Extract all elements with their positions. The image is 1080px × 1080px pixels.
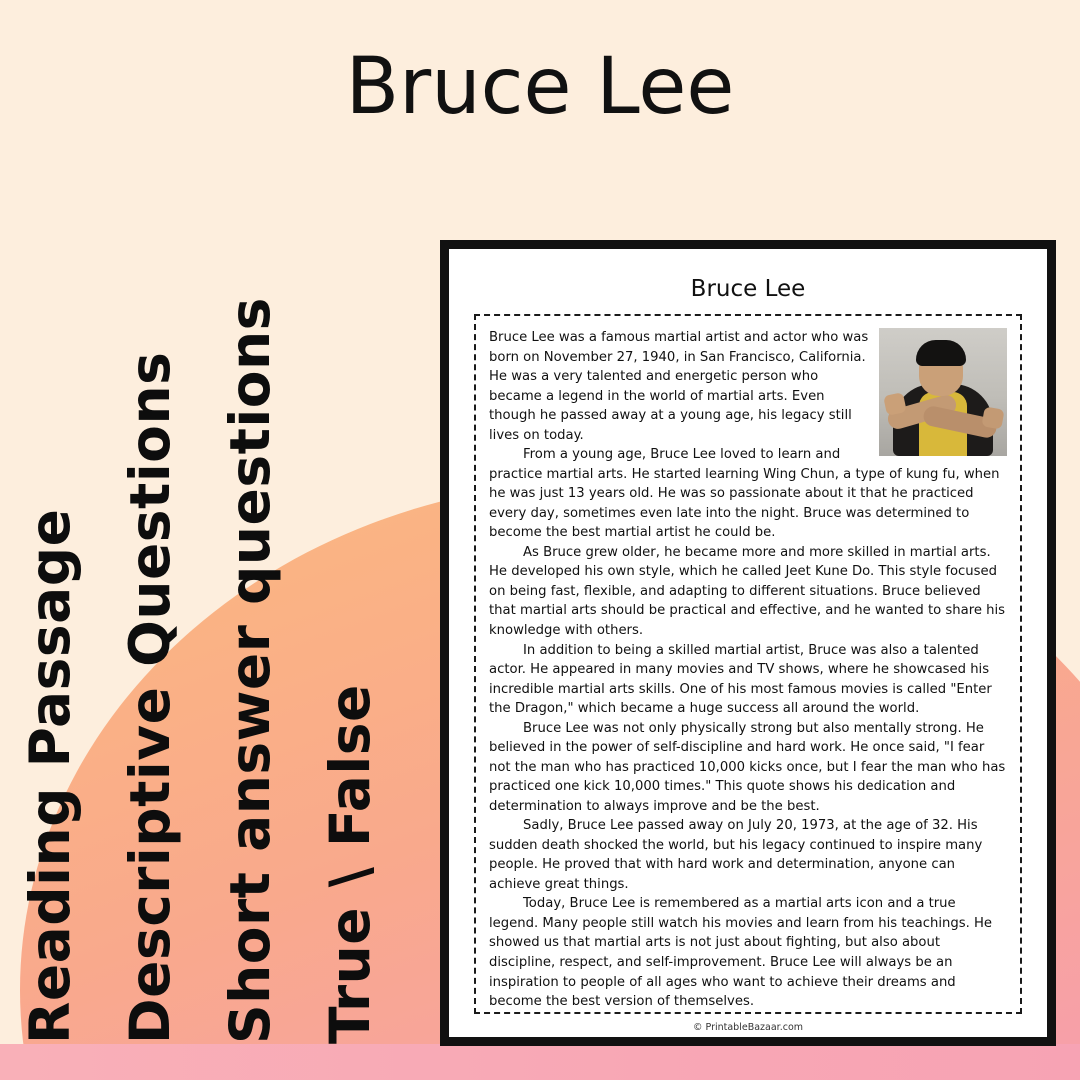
passage-paragraph-6: Sadly, Bruce Lee passed away on July 20, 1973, at the age of 32. His sudden death shocked the world, but his legacy continued to inspire many people. He proved that with hard work and determination, anyone can achieve great things. [489, 818, 983, 892]
worksheet-page-inner [458, 258, 1038, 1033]
vertical-label-group [18, 284, 450, 1044]
credit-line: © PrintableBazaar.com [692, 1022, 804, 1033]
vertical-label-true-false: True \ False [318, 684, 382, 1044]
poster-title: Bruce Lee [345, 42, 735, 132]
reading-passage-box [474, 314, 1022, 1014]
vertical-label-short-answer-questions: Short answer questions [218, 297, 282, 1044]
passage-paragraph-7: Today, Bruce Lee is remembered as a martial arts icon and a true legend. Many people still watch his movies and learn from his teachings. He showed us that martial arts is not just about fighting, but also about discipline, respect, and self-improvement. Bruce Lee will always be an inspiration to people of all ages who want to achieve their dreams and become the best version of themselves. [489, 896, 993, 1010]
passage-paragraph-4: In addition to being a skilled martial artist, Bruce was also a talented actor. He appeared in many movies and TV shows, where he showcased his incredible martial arts skills. One of his most famous movies is called "Enter the Dragon," which became a huge success all around the world. [489, 642, 992, 717]
vertical-label-reading-passage: Reading Passage [18, 508, 82, 1044]
passage-paragraph-1: Bruce Lee was a famous martial artist and actor who was born on November 27, 1940, in San Francisco, California. He was a very talented and energetic person who became a legend in the world of martial arts. Even though he passed away at a young age, his legacy still lives on today. [489, 330, 869, 443]
bruce-lee-portrait-image [879, 328, 1007, 456]
reading-passage-text [489, 328, 1007, 1012]
worksheet-title: Bruce Lee [690, 276, 806, 302]
decorative-bottom-strip [0, 1044, 1080, 1080]
passage-paragraph-5: Bruce Lee was not only physically strong but also mentally strong. He believed in the power of self-discipline and hard work. He once said, "I fear not the man who has practiced 10,000 kicks once, but I fear the man who has practiced one kick 10,000 times." This quote shows his dedication and determination to always improve and be the best. [489, 720, 1006, 814]
passage-paragraph-3: As Bruce grew older, he became more and more skilled in martial arts. He developed his own style, which he called Jeet Kune Do. This style focused on being fast, flexible, and adapting to different situations. Bruce believed that martial arts should be practical and effective, and he wanted to share his knowledge with others. [489, 544, 1006, 638]
worksheet-page [440, 240, 1056, 1046]
passage-paragraph-2: From a young age, Bruce Lee loved to learn and practice martial arts. He started learning Wing Chun, a type of kung fu, when he was just 13 years old. He was so passionate about it that he practiced every day, sometimes even late into the night. Bruce was determined to become the best martial artist he could be. [489, 447, 1000, 541]
vertical-label-descriptive-questions: Descriptive Questions [118, 351, 182, 1044]
